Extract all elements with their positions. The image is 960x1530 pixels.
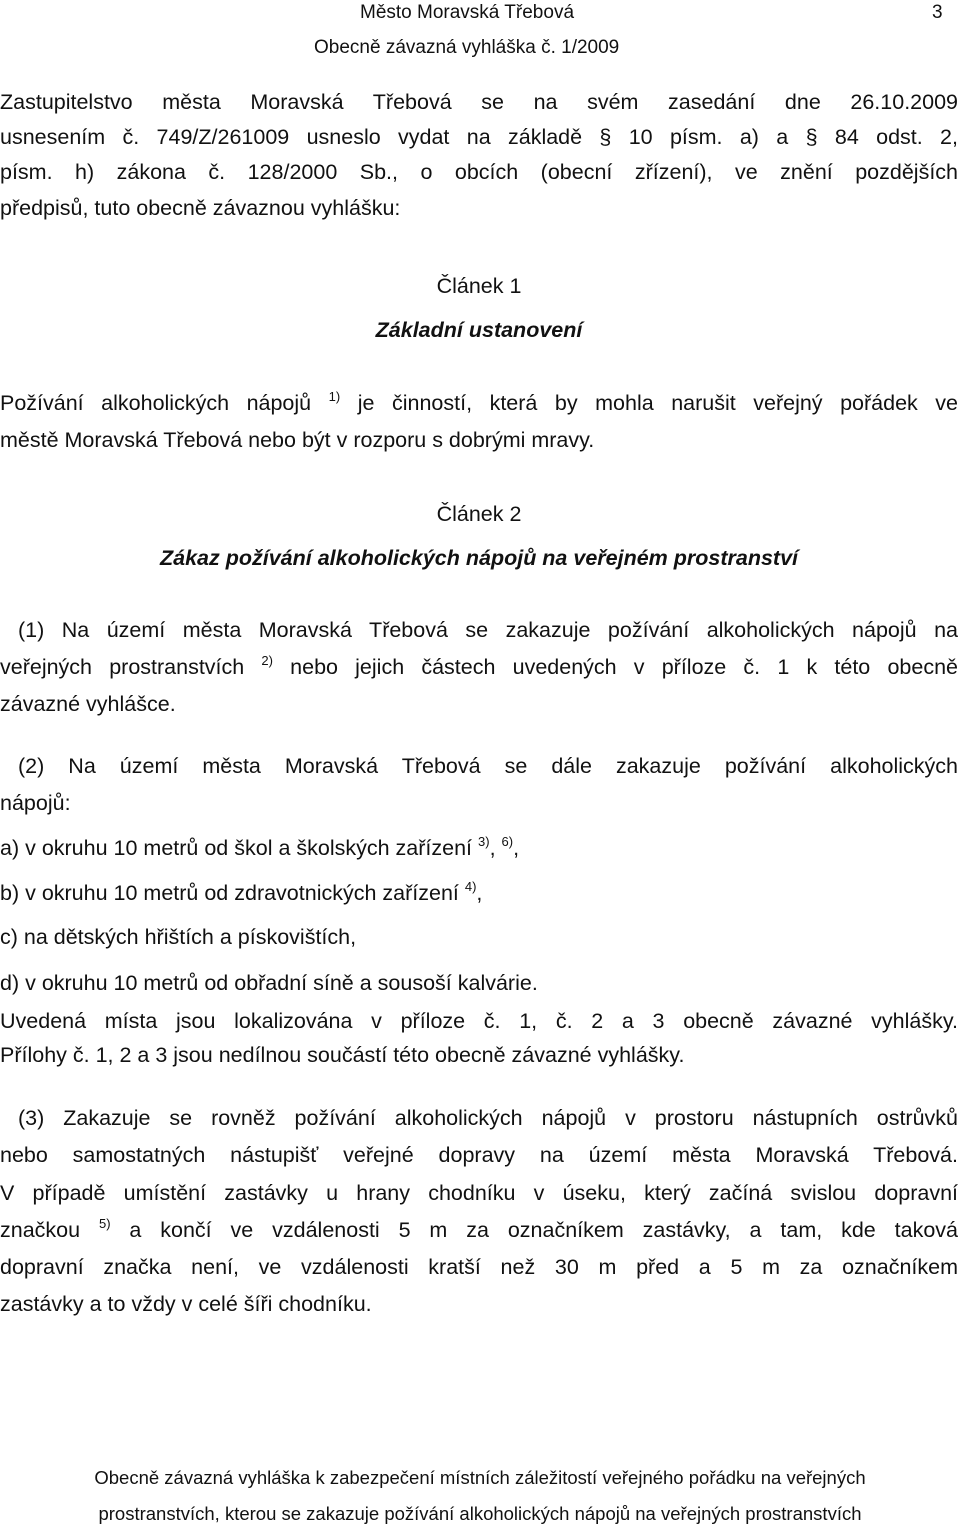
article-2-number: Článek 2 [436,502,522,526]
article-1-title: Základní ustanovení [375,318,583,342]
list-item-a-end: , [513,836,520,860]
footnote-ref-3: 3) [478,834,490,849]
list-item-b [0,875,958,911]
article-2-p3-line-5: dopravní značka není, ve vzdálenosti kratší než 30 m před a 5 m za označníkem [0,1255,958,1279]
article-1-line-2: městě Moravská Třebová nebo být v rozporu s dobrými mravy. [0,428,595,452]
list-item-b-end: , [476,881,483,905]
article-1-line-1-text-b: je činností, která by mohla narušit veřejný pořádek ve [340,391,958,415]
article-2-p1-line-2 [0,649,958,685]
article-1-line-1-text-a: Požívání alkoholických nápojů [0,391,329,415]
list-item-a [0,830,958,866]
footnote-ref-2: 2) [261,653,273,668]
page-number: 3 [932,2,943,23]
footnote-ref-4: 4) [464,879,477,894]
list-item-d: d) v okruhu 10 metrů od obřadní síně a sousoší kalvárie. [0,971,538,995]
header-city: Město Moravská Třebová [360,2,575,23]
article-1-number: Článek 1 [436,274,522,298]
article-2-title: Zákaz požívání alkoholických nápojů na veřejném prostranství [159,546,799,570]
preamble-line-3: písm. h) zákona č. 128/2000 Sb., o obcích (obecní zřízení), ve znění pozdějších [0,160,958,184]
footer-line-2: prostranstvích, kterou se zakazuje požívání alkoholických nápojů na veřejných prostranstvích [98,1503,862,1524]
list-item-c: c) na dětských hřištích a pískovištích, [0,925,357,949]
header-subtitle: Obecně závazná vyhláška č. 1/2009 [314,37,620,58]
article-2-p2-line-1: (2) Na území města Moravská Třebová se dále zakazuje požívání alkoholických [18,754,958,778]
article-2-p1-line-1: (1) Na území města Moravská Třebová se zakazuje požívání alkoholických nápojů na [18,618,958,642]
list-item-a-sep: , [489,836,502,860]
footer-line-1: Obecně závazná vyhláška k zabezpečení místních záležitostí veřejného pořádku na veřejných [94,1467,866,1488]
article-2-p2-line-2: nápojů: [0,791,71,815]
article-2-p3-line-6: zastávky a to vždy v celé šíři chodníku. [0,1292,372,1316]
article-2-p1-line-2-text-a: veřejných prostranstvích [0,655,262,679]
article-2-p3-line-2: nebo samostatných nástupišť veřejné dopravy na území města Moravská Třebová. [0,1143,958,1167]
article-2-p3-line-1: (3) Zakazuje se rovněž požívání alkoholických nápojů v prostoru nástupních ostrůvků [18,1106,958,1130]
article-2-p2-note-2: Přílohy č. 1, 2 a 3 jsou nedílnou součástí této obecně závazné vyhlášky. [0,1043,685,1067]
article-2-p3-line-4 [0,1212,958,1248]
article-2-p3-line-4-text-b: a končí ve vzdálenosti 5 m za označníkem zastávky, a tam, kde taková [110,1218,958,1242]
list-item-a-text: a) v okruhu 10 metrů od škol a školských zařízení [0,836,478,860]
article-2-p3-line-4-text-a: značkou [0,1218,99,1242]
article-2-p1-line-2-text-b: nebo jejich částech uvedených v příloze č. 1 k této obecně [272,655,958,679]
article-2-p2-note-1: Uvedená místa jsou lokalizována v příloze č. 1, č. 2 a 3 obecně závazné vyhlášky. [0,1009,958,1033]
preamble-line-1: Zastupitelstvo města Moravská Třebová se na svém zasedání dne 26.10.2009 [0,90,958,114]
list-item-b-text: b) v okruhu 10 metrů od zdravotnických zařízení [0,881,465,905]
article-2-p1-line-3: závazné vyhlášce. [0,692,176,716]
article-2-p3-line-3: V případě umístění zastávky u hrany chodníku v úseku, který začíná svislou dopravní [0,1181,958,1205]
preamble-line-2: usnesením č. 749/Z/261009 usneslo vydat na základě § 10 písm. a) a § 84 odst. 2, [0,125,958,149]
article-1-line-1 [0,385,958,421]
footnote-ref-6: 6) [501,834,514,849]
footnote-ref-5: 5) [98,1216,111,1231]
footnote-ref-1: 1) [328,389,341,404]
preamble-line-4: předpisů, tuto obecně závaznou vyhlášku: [0,196,401,220]
